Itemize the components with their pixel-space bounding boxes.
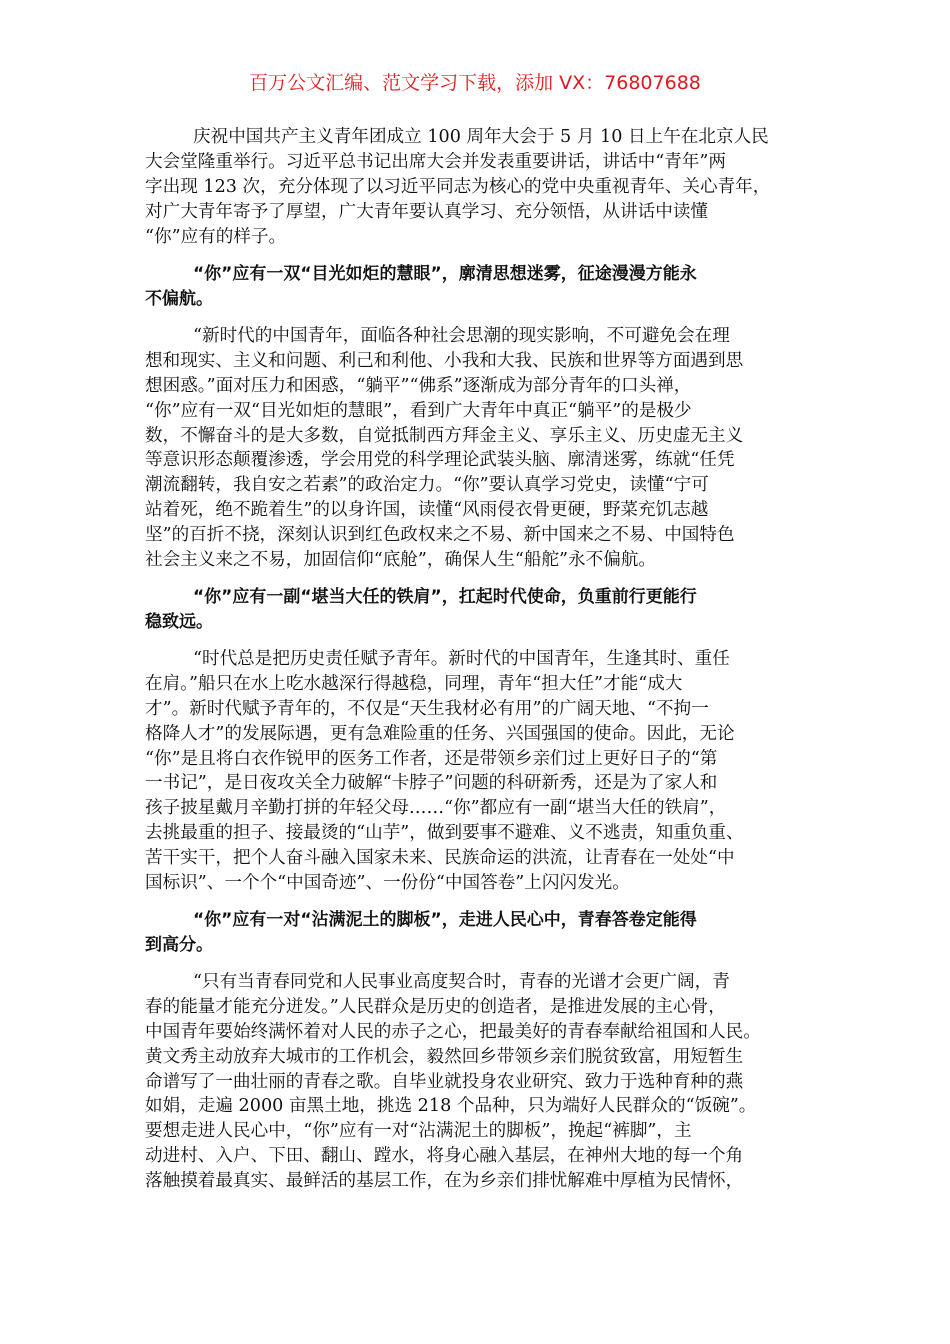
section-heading: [145, 262, 815, 312]
text-line: 等意识形态颠覆渗透，学会用党的科学理论武装头脑、廓清迷雾，练就“任凭: [145, 450, 735, 471]
text-line: 动进村、入户、下田、翻山、蹚水，将身心融入基层，在神州大地的每一个角: [145, 1146, 744, 1167]
text-line: 命谱写了一曲壮丽的青春之歌。自毕业就投身农业研究、致力于选种育种的燕: [145, 1071, 744, 1092]
text-line: 想困惑。”面对压力和困惑，“躺平”“佛系”逐渐成为部分青年的口头禅，: [145, 375, 692, 396]
text-line: 国标识”、一个个“中国奇迹”、一份份“中国答卷”上闪闪发光。: [145, 873, 630, 894]
section-heading: [145, 908, 815, 958]
text-line: “时代总是把历史责任赋予青年。新时代的中国青年，生逢其时、重任: [193, 649, 730, 669]
body-paragraph: [145, 970, 815, 1194]
text-line: “只有当青春同党和人民事业高度契合时，青春的光谱才会更广阔，青: [193, 972, 730, 992]
text-line: 对广大青年寄予了厚望，广大青年要认真学习、充分领悟，从讲话中读懂: [145, 201, 709, 222]
text-line: 苦干实干，把个人奋斗融入国家未来、民族命运的洪流，让青春在一处处“中: [145, 848, 735, 869]
section-heading: [145, 585, 815, 635]
text-line: 不偏航。: [145, 288, 213, 309]
text-line: 落触摸着最真实、最鲜活的基层工作，在为乡亲们排忧解难中厚植为民情怀，: [145, 1171, 744, 1192]
text-line: 黄文秀主动放弃大城市的工作机会，毅然回乡带领乡亲们脱贫致富，用短暂生: [145, 1046, 744, 1067]
text-line: 庆祝中国共产主义青年团成立 100 周年大会于 5 月 10 日上午在北京人民: [193, 127, 769, 147]
text-line: “你”应有一副“堪当大任的铁肩”，扛起时代使命，负重前行更能行: [193, 587, 697, 607]
text-line: “你”应有一双“目光如炬的慧眼”，看到广大青年中真正“躺平”的是极少: [145, 400, 692, 421]
body-paragraph: [145, 324, 815, 573]
text-line: 潮流翻转，我自安之若素”的政治定力。“你”要认真学习党史，读懂“宁可: [145, 475, 709, 496]
text-line: 想和现实、主义和问题、利己和利他、小我和大我、民族和世界等方面遇到思: [145, 350, 744, 371]
text-line: 字出现 123 次，充分体现了以习近平同志为核心的党中央重视青年、关心青年，: [145, 176, 771, 197]
text-line: 站着死，绝不跪着生”的以身许国，读懂“风雨侵衣骨更硬，野菜充饥志越: [145, 500, 709, 521]
text-line: “你”应有一双“目光如炬的慧眼”，廓清思想迷雾，征途漫漫方能永: [193, 264, 697, 284]
text-line: 数，不懈奋斗的是大多数，自觉抵制西方拜金主义、享乐主义、历史虚无主义: [145, 425, 744, 446]
text-line: 要想走进人民心中，“你”应有一对“沾满泥土的脚板”，挽起“裤脚”，主: [145, 1121, 692, 1142]
text-line: “你”是且将白衣作锐甲的医务工作者，还是带领乡亲们过上更好日子的“第: [145, 748, 718, 769]
text-line: 坚”的百折不挠，深刻认识到红色政权来之不易、新中国来之不易、中国特色: [145, 525, 735, 546]
text-line: 去挑最重的担子、接最烫的“山芋”，做到要事不避难、义不逃责，知重负重、: [145, 823, 744, 844]
text-line: 社会主义来之不易，加固信仰“底舱”，确保人生“船舵”永不偏航。: [145, 550, 657, 571]
body-paragraph: [145, 125, 815, 249]
text-line: 中国青年要始终满怀着对人民的赤子之心，把最美好的青春奉献给祖国和人民。: [145, 1021, 761, 1042]
text-line: 在肩。”船只在水上吃水越深行得越稳，同理，青年“担大任”才能“成大: [145, 673, 683, 694]
text-line: 一书记”，是日夜攻关全力破解“卡脖子”问题的科研新秀，还是为了家人和: [145, 773, 718, 794]
text-line: 大会堂隆重举行。习近平总书记出席大会并发表重要讲话，讲话中“青年”两: [145, 151, 726, 172]
text-line: “你”应有一对“沾满泥土的脚板”，走进人民心中，青春答卷定能得: [193, 910, 697, 930]
text-line: 格降人才”的发展际遇，更有急难险重的任务、兴国强国的使命。因此，无论: [145, 723, 735, 744]
text-line: 稳致远。: [145, 611, 213, 632]
text-line: 如娟，走遍 2000 亩黑土地，挑选 218 个品种，只为端好人民群众的“饭碗”。: [145, 1096, 757, 1117]
text-line: 孩子披星戴月辛勤打拼的年轻父母……“你”都应有一副“堪当大任的铁肩”，: [145, 798, 727, 819]
text-line: “你”应有的样子。: [145, 226, 287, 247]
download-banner: 百万公文汇编、范文学习下载，添加 VX：76807688: [249, 72, 701, 94]
body-paragraph: [145, 647, 815, 896]
text-line: 春的能量才能充分迸发。”人民群众是历史的创造者，是推进发展的主心骨，: [145, 996, 726, 1017]
text-line: 才”。新时代赋予青年的，不仅是“天生我材必有用”的广阔天地、“不拘一: [145, 698, 709, 719]
text-line: 到高分。: [145, 934, 213, 955]
text-line: “新时代的中国青年，面临各种社会思潮的现实影响，不可避免会在理: [193, 326, 730, 346]
